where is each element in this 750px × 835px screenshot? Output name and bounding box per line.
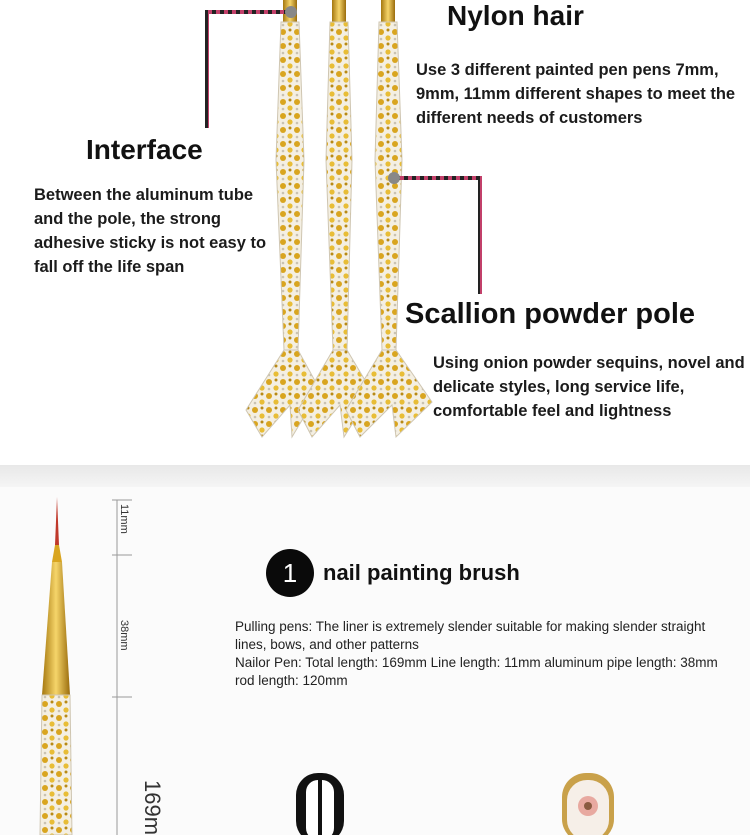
detail-brush: [40, 497, 72, 835]
nail-sample-1: [296, 773, 344, 835]
scallion-pole-description: Using onion powder sequins, novel and delicate styles, long service life, comfortable feel and lightness: [433, 354, 745, 420]
product-title: nail painting brush: [323, 560, 520, 585]
measurement-lines: [112, 500, 132, 835]
product-description-line-2: Nailor Pen: Total length: 169mm Line length: 11mm aluminum pipe length: 38mm rod length: 120mm: [235, 655, 718, 688]
nail-sample-2: [562, 773, 614, 835]
scallion-pole-title: Scallion powder pole: [405, 298, 696, 330]
interface-description: Between the aluminum tube and the pole, the strong adhesive sticky is not easy to fall off the life span: [34, 186, 267, 276]
nylon-hair-title: Nylon hair: [447, 0, 584, 31]
product-description-line-1: Pulling pens: The liner is extremely slender suitable for making slender straight lines, bows, and other patterns: [235, 619, 706, 652]
tube-length-label: 38mm: [118, 620, 130, 651]
line-length-label: 11mm: [118, 504, 130, 534]
nylon-hair-description: Use 3 different painted pen pens 7mm, 9mm, 11mm different shapes to meet the different needs of customers: [416, 61, 736, 127]
step-number-badge: 1: [266, 549, 314, 597]
product-description: [235, 618, 740, 690]
total-length-label: 169m: [140, 780, 165, 835]
interface-title: Interface: [86, 134, 203, 165]
